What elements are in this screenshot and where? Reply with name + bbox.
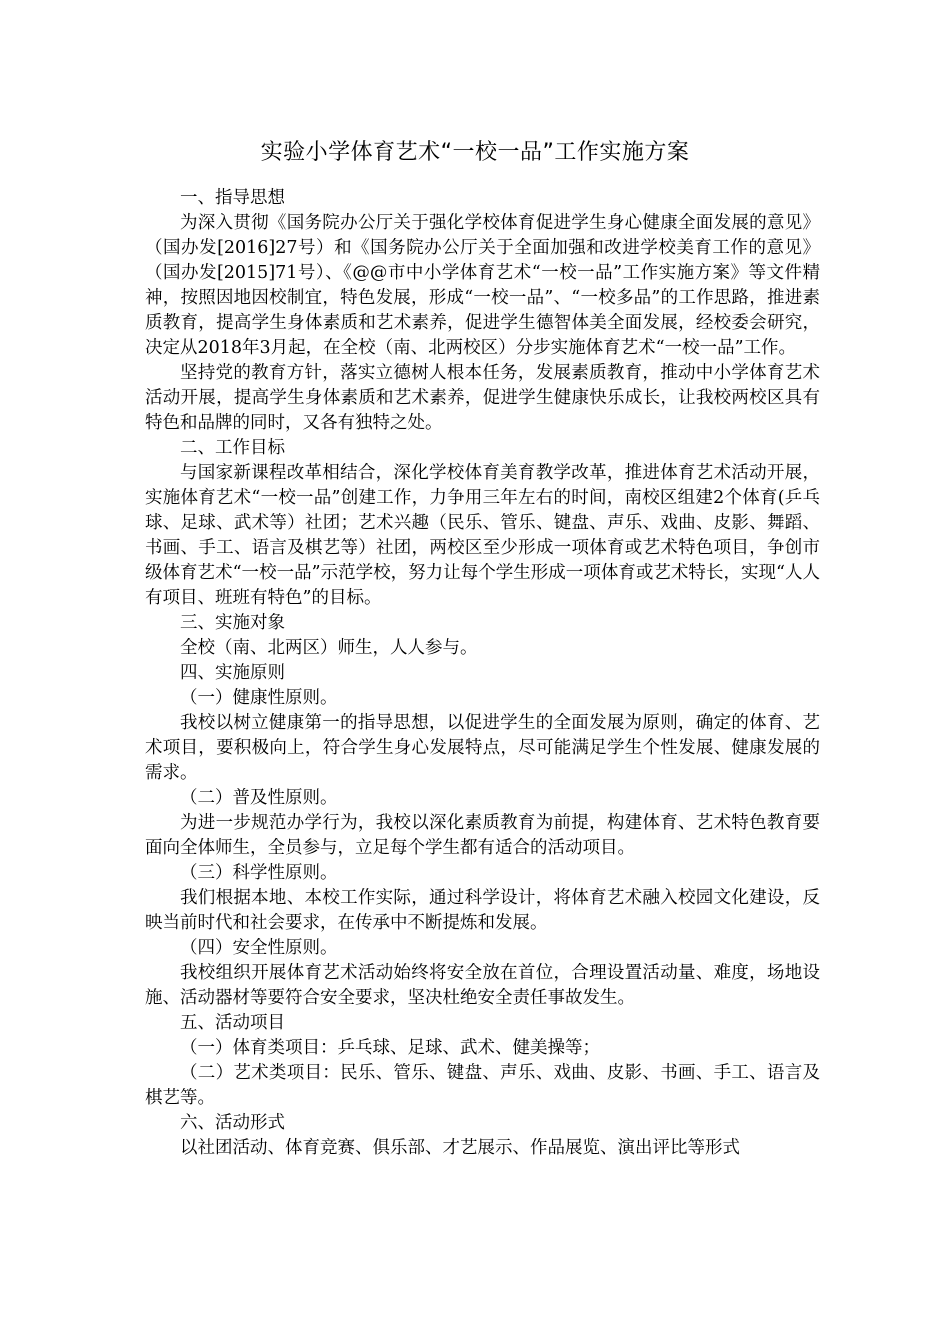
paragraph-guiding-ideology-1: 为深入贯彻《国务院办公厅关于强化学校体育促进学生身心健康全面发展的意见》（国办发[2016]27号）和《国务院办公厅关于全面加强和改进学校美育工作的意见》（国办发[2015]71号）、《@@市中小学体育艺术“一校一品”工作实施方案》等文件精神，按照因地因校制宜，特色发展，形成“一校一品”、“一校多品”的工作思路，推进素质教育，提高学生身体素质和艺术素养，促进学生德智体美全面发展，经校委会研究，决定从2018年3月起，在全校（南、北两校区）分步实施体育艺术“一校一品”工作。	[145, 213, 820, 358]
section-heading-principles: 四、实施原则	[180, 663, 285, 683]
subheading-scientific-principle: （三）科学性原则。	[180, 863, 338, 883]
paragraph-activity-forms: 以社团活动、体育竞赛、俱乐部、才艺展示、作品展览、演出评比等形式	[180, 1138, 740, 1158]
section-heading-target-audience: 三、实施对象	[180, 613, 285, 633]
paragraph-guiding-ideology-2: 坚持党的教育方针，落实立德树人根本任务，发展素质教育，推动中小学体育艺术活动开展，提高学生身体素质和艺术素养，促进学生健康快乐成长，让我校两校区具有特色和品牌的同时，又各有独特之处。	[145, 363, 820, 433]
list-item-arts-items: （二）艺术类项目：民乐、管乐、键盘、声乐、戏曲、皮影、书画、手工、语言及棋艺等。	[145, 1063, 820, 1108]
subheading-safety-principle: （四）安全性原则。	[180, 938, 338, 958]
subheading-universality-principle: （二）普及性原则。	[180, 788, 338, 808]
paragraph-work-goals: 与国家新课程改革相结合，深化学校体育美育教学改革，推进体育艺术活动开展，实施体育艺术“一校一品”创建工作，力争用三年左右的时间，南校区组建2个体育(乒乓球、足球、武术等）社团；艺术兴趣（民乐、管乐、键盘、声乐、戏曲、皮影、舞蹈、书画、手工、语言及棋艺等）社团，两校区至少形成一项体育或艺术特色项目，争创市级体育艺术“一校一品”示范学校，努力让每个学生形成一项体育或艺术特长，实现“人人有项目、班班有特色”的目标。	[145, 463, 820, 608]
section-heading-activity-forms: 六、活动形式	[180, 1113, 285, 1133]
section-heading-work-goals: 二、工作目标	[180, 438, 285, 458]
paragraph-universality-principle: 为进一步规范办学行为，我校以深化素质教育为前提，构建体育、艺术特色教育要面向全体师生，全员参与，立足每个学生都有适合的活动项目。	[145, 813, 820, 858]
subheading-health-principle: （一）健康性原则。	[180, 688, 338, 708]
section-heading-activity-items: 五、活动项目	[180, 1013, 285, 1033]
document-body	[145, 186, 820, 1161]
section-heading-guiding-ideology: 一、指导思想	[180, 188, 285, 208]
list-item-sports-items: （一）体育类项目：乒乓球、足球、武术、健美操等；	[180, 1038, 600, 1058]
paragraph-safety-principle: 我校组织开展体育艺术活动始终将安全放在首位，合理设置活动量、难度，场地设施、活动器材等要符合安全要求，坚决杜绝安全责任事故发生。	[145, 963, 820, 1008]
document-title: 实验小学体育艺术“一校一品”工作实施方案	[260, 140, 690, 165]
paragraph-target-audience: 全校（南、北两区）师生，人人参与。	[180, 638, 478, 658]
paragraph-scientific-principle: 我们根据本地、本校工作实际，通过科学设计，将体育艺术融入校园文化建设，反映当前时代和社会要求，在传承中不断提炼和发展。	[145, 888, 820, 933]
paragraph-health-principle: 我校以树立健康第一的指导思想，以促进学生的全面发展为原则，确定的体育、艺术项目，要积极向上，符合学生身心发展特点，尽可能满足学生个性发展、健康发展的需求。	[145, 713, 820, 783]
